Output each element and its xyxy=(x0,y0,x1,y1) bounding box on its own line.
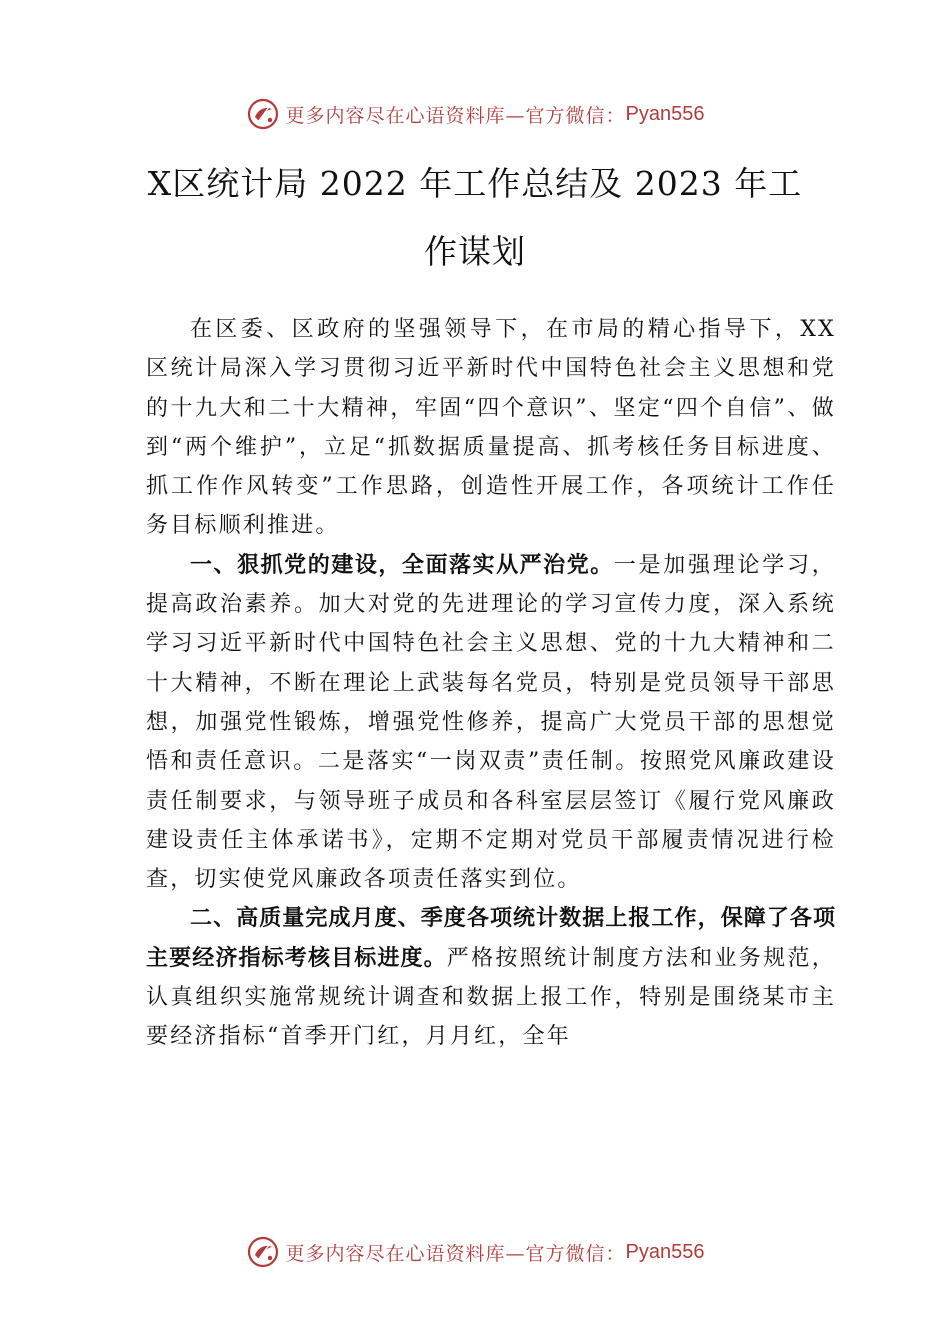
watermark-logo-icon xyxy=(246,97,280,131)
document-body xyxy=(146,310,836,1057)
section-1-paragraph xyxy=(146,546,836,900)
section-1-text: 一是加强理论学习，提高政治素养。加大对党的先进理论的学习宣传力度，深入系统学习习近平新时代中国特色社会主义思想、党的十九大精神和二十大精神，不断在理论上武装每名党员，特别是党员领导干部思想，加强党性锻炼，增强党性修养，提高广大党员干部的思想觉悟和责任意识。二是落实“一岗双责”责任制。按照党风廉政建设责任制要求，与领导班子成员和各科室层层签订《履行党风廉政建设责任主体承诺书》，定期不定期对党员干部履责情况进行检查，切实使党风廉政各项责任落实到位。 xyxy=(146,552,836,893)
section-2-paragraph xyxy=(146,899,836,1056)
watermark-logo-icon xyxy=(246,1235,280,1269)
intro-paragraph: 在区委、区政府的坚强领导下，在市局的精心指导下，XX 区统计局深入学习贯彻习近平新时代中国特色社会主义思想和党的十九大和二十大精神，牢固“四个意识”、坚定“四个自信”、做到“两个维护”，立足“抓数据质量提高、抓考核任务目标进度、抓工作作风转变”工作思路，创造性开展工作，各项统计工作任务目标顺利推进。 xyxy=(146,317,836,539)
watermark-wechat-id: Pyan556 xyxy=(625,1240,705,1263)
watermark-text: 更多内容尽在心语资料库—官方微信： xyxy=(285,104,626,127)
watermark-wechat-id: Pyan556 xyxy=(625,102,705,125)
title-line-1: X区统计局 2022 年工作总结及 2023 年工 xyxy=(147,164,803,203)
watermark-text: 更多内容尽在心语资料库—官方微信： xyxy=(285,1242,626,1265)
title-line-2: 作谋划 xyxy=(424,232,526,271)
header-watermark xyxy=(0,96,950,132)
document-title xyxy=(120,150,830,286)
section-2-text: 严格按照统计制度方法和业务规范，认真组织实施常规统计调查和数据上报工作，特别是围绕某市主要经济指标“首季开门红，月月红，全年 xyxy=(146,945,836,1050)
section-2-heading: 二、高质量完成月度、季度各项统计数据上报工作，保障了各项主要经济指标考核目标进度。 xyxy=(146,906,836,971)
section-1-heading: 一、狠抓党的建设，全面落实从严治党。 xyxy=(190,552,614,578)
footer-watermark xyxy=(0,1234,950,1270)
